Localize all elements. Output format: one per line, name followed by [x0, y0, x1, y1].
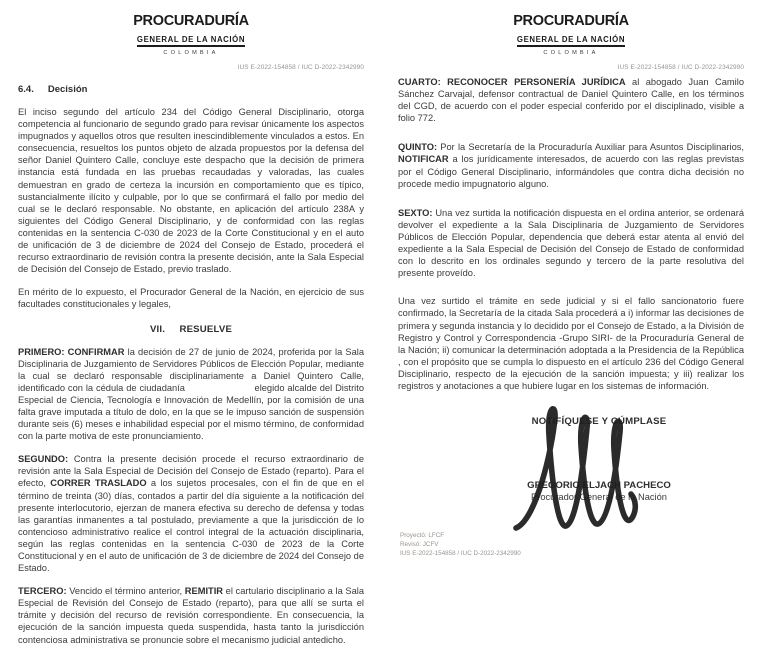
document-footer	[400, 531, 521, 558]
logo-country: COLOMBIA	[543, 50, 599, 56]
resolution-quinto: QUINTO: Por la Secretaría de la Procuraduría Auxiliar para Asuntos Disciplinarios, NOTIFICAR a los jurídicamente interesados, de acuerdo con las reglas previstas por el Código General Disciplinario, informándoles que contra dicha decisión no procede medio impugnatorio alguno.	[398, 142, 744, 189]
section-number: 6.4.	[18, 84, 34, 95]
logo-subtitle: GENERAL DE LA NACIÓN	[517, 35, 625, 47]
agency-logo	[511, 14, 631, 57]
footer-reviewed-by: Revisó: JCFV	[400, 541, 439, 548]
resolution-tercero: TERCERO: Vencido el término anterior, REMITIR el cartulario disciplinario a la Sala Especial de Revisión del Consejo de Estado (reparto), para que allí se surta el trámite y decisión del recurso de revisión correspondiente. En consecuencia, la ejecución de la sanción impuesta queda suspendida, hasta tanto la jurisdicción contenciosa administrativa se pronuncie sobre el mecanismo judicial antedicho.	[18, 586, 365, 645]
signer-name: GREGORIO ELJACH PACHECO	[527, 480, 671, 492]
paragraph: En mérito de lo expuesto, el Procurador General de la Nación, en ejercicio de sus facultades constitucionales y legales,	[18, 287, 364, 310]
resuelve-heading: VII. RESUELVE	[149, 323, 233, 335]
agency-logo	[131, 14, 251, 57]
resolution-primero: PRIMERO: CONFIRMAR la decisión de 27 de junio de 2024, proferida por la Sala Disciplinaria de Juzgamiento de Servidores Públicos de Elección Popular, mediante la cual se declaró responsable disciplinariamente a Daniel Quintero Calle, identificado con la cédula de ciudadanía elegido alcalde del Distrito Especial de Ciencia, Tecnología e Innovación de Medellín, por la comisión de una falta grave imputada a título de dolo, en la que se le impuso sanción de suspensión durante seis (6) meses e inhabilidad especial por el mismo término, de conformidad con la parte motiva de este pronunciamiento.	[18, 346, 365, 442]
signature-scrawl	[510, 402, 680, 540]
section-title: Decisión	[47, 84, 88, 95]
resolution-cuarto: CUARTO: RECONOCER PERSONERÍA JURÍDICA al abogado Juan Camilo Sánchez Carvajal, defensor contractual de Daniel Quintero Calle, en los términos del CGD, de acuerdo con el poder especial conferido por el disciplinado, visible a folio 772.	[398, 77, 744, 124]
footer-drafted-by: Proyectó: LFCF	[400, 532, 445, 539]
paragraph: Una vez surtido el trámite en sede judicial y si el fallo sancionatorio fuere confirmado, la Secretaría de la citada Sala procederá a i) informar las decisiones de primera y segunda instancia y lo decidido por el Consejo de Estado, a la División de Registro y Control y Correspondencia -Grupo SIRI- de la Procuraduría General de la Nación; ii) comunicar la determinación adoptada a la Presidencia de la República , con el propósito que se cumpla lo dispuesto en el artículo 236 del Código General Disciplinario, respecto de la ejecución de la sanción impuesta; y iii) realizar los registros y anotaciones a que hubiere lugar en los sistemas de información.	[398, 296, 744, 391]
footer-reference: IUS E-2022-154858 / IUC D-2022-2342990	[400, 550, 521, 557]
notify-cumplase-line: NOTIFÍQUESE Y CÚMPLASE	[531, 416, 667, 428]
resolution-segundo: SEGUNDO: Contra la presente decisión procede el recurso extraordinario de revisión ante la Sala Especial de Decisión del Consejo de Estado (reparto). Para el efecto, CORRER TRASLADO a los sujetos procesales, con el fin de que en el término de treinta (30) días, contados a partir del día siguiente a la notificación del presente interlocutorio, ejerzan de manera efectiva su derecho de defensa y todas las garantías inmanentes a tal postulado, previamente a que la jurisdicción de lo contencioso administrativo realice el control integral de la actuación disciplinaria, según las reglas contenidas en la sentencia C-030 de 2023 de la Corte Constitucional y en el auto de unificación de 3 de diciembre de 2024 del Consejo de Estado.	[18, 454, 364, 574]
section-heading	[18, 84, 364, 95]
resolution-sexto: SEXTO: Una vez surtida la notificación dispuesta en el ordina anterior, se ordenará devolver el expediente a la Sala Disciplinaria de Juzgamiento de Servidores Públicos de Elección Popular, dependencia que deberá estar atenta al envió del expediente a la Sala Especial de Decisión del Consejo de Estado de conformidad con lo descrito en los ordinales segundo y tercero de la parte resolutiva del presente proveído.	[398, 207, 744, 279]
logo-subtitle: GENERAL DE LA NACIÓN	[137, 35, 245, 47]
case-reference: IUS E-2022-154858 / IUC D-2022-2342990	[617, 64, 744, 71]
logo-country: COLOMBIA	[163, 50, 219, 56]
case-reference: IUS E-2022-154858 / IUC D-2022-2342990	[237, 64, 364, 71]
document-page-left	[0, 0, 380, 645]
document-page-right	[380, 0, 760, 633]
logo-title: PROCURADURÍA	[133, 13, 249, 29]
signer-title: Procurador General de la Nación	[531, 492, 667, 503]
logo-title: PROCURADURÍA	[513, 13, 629, 29]
paragraph: El inciso segundo del artículo 234 del Código General Disciplinario, otorga competencia al funcionario de segundo grado para revisar únicamente los aspectos impugnados y aquellos otros que resulten inescindiblemente vinculados a estos. En consecuencia, resueltos los puntos objeto de alzada propuestos por la defensa del señor Daniel Quintero Calle, concluye este despacho que la decisión de primera instancia está fundada en las pruebas recaudadas y valoradas, las cuales demuestran en grado de certeza la incursión en comportamiento que es típico, sustancialmente ilícito y culpable, por lo que se confirmará el fallo por medio del cual se le declaró responsable. No obstante, en aplicación del artículo 238A y siguientes del Código General Disciplinario, y de conformidad con las reglas contenidas en la sentencia C-030 de 2023 de la Corte Constitucional y en el auto de unificación de 3 de diciembre de 2024 del Consejo de Estado, procederá el recurso extraordinario de revisión contra la presente decisión, ante la Sala Especial de Decisión del Consejo de Estado, previo traslado.	[18, 107, 364, 275]
